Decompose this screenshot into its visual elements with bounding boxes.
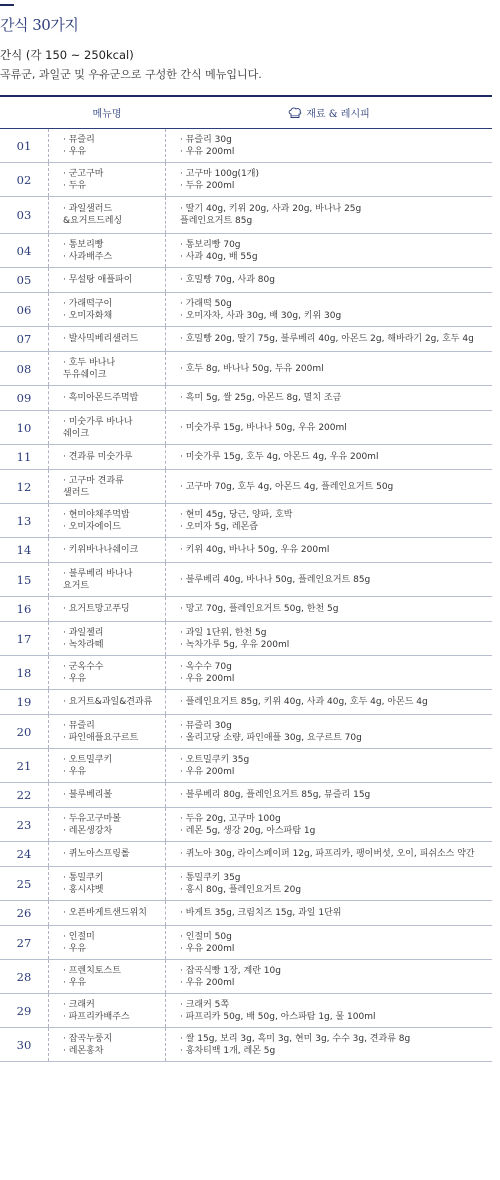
header-ingredients bbox=[166, 105, 492, 120]
table-row bbox=[0, 808, 492, 842]
ingredients-cell bbox=[166, 749, 492, 782]
menu-cell bbox=[48, 867, 166, 900]
table-row bbox=[0, 926, 492, 960]
menu-item: · 요거트망고푸딩 bbox=[63, 604, 130, 614]
page-title: 간식 30가지 bbox=[0, 16, 79, 34]
menu-item: · 과일젤리 bbox=[63, 627, 104, 638]
menu-item: · 우유 bbox=[63, 943, 87, 954]
menu-cell bbox=[48, 327, 166, 351]
ingredients-cell bbox=[166, 386, 492, 410]
menu-item: · 우유 bbox=[63, 673, 87, 684]
row-number: 10 bbox=[16, 420, 32, 435]
menu-item: · 블루베리볼 bbox=[63, 790, 113, 800]
table-row bbox=[0, 504, 492, 538]
ingredient-line: · 딸기 40g, 키위 20g, 사과 20g, 바나나 25g bbox=[180, 204, 362, 214]
table-row bbox=[0, 268, 492, 293]
menu-cell bbox=[48, 538, 166, 562]
row-number: 05 bbox=[16, 273, 32, 287]
table-row bbox=[0, 163, 492, 197]
menu-item: · 파인애플요구르트 bbox=[63, 732, 139, 743]
ingredient-line: · 두유 20g, 고구마 100g bbox=[180, 813, 281, 824]
menu-cell bbox=[48, 715, 166, 748]
menu-item: · 뮤즐리 bbox=[63, 134, 95, 145]
menu-item: · 오미자에이드 bbox=[63, 521, 121, 532]
menu-item: · 블루베리 바나나 bbox=[63, 568, 133, 579]
ingredients-cell bbox=[166, 268, 492, 292]
menu-item: · 레몬홍차 bbox=[63, 1045, 104, 1056]
row-number: 17 bbox=[16, 631, 32, 646]
ingredient-line: · 사과 40g, 배 55g bbox=[180, 251, 258, 262]
menu-item: · 인절미 bbox=[63, 931, 95, 942]
menu-item: · 고구마 견과류 bbox=[63, 475, 124, 486]
ingredient-line: · 홍시 80g, 플레인요거트 20g bbox=[180, 884, 302, 895]
row-number: 30 bbox=[16, 1037, 32, 1052]
menu-item: 요거트 bbox=[63, 580, 90, 591]
table-row bbox=[0, 411, 492, 445]
ingredients-cell bbox=[166, 926, 492, 959]
ingredient-line: · 홍차티백 1개, 레몬 5g bbox=[180, 1045, 276, 1056]
menu-item: · 과일샐러드 bbox=[63, 204, 113, 214]
menu-cell bbox=[48, 445, 166, 469]
table-row bbox=[0, 327, 492, 352]
menu-item: · 미숫가루 바나나 bbox=[63, 416, 133, 427]
ingredients-cell bbox=[166, 197, 492, 233]
table-row bbox=[0, 622, 492, 656]
menu-item: · 무설탕 애플파이 bbox=[63, 275, 133, 285]
menu-cell bbox=[48, 656, 166, 689]
menu-item: · 홍시샤벳 bbox=[63, 884, 104, 895]
table-row bbox=[0, 783, 492, 808]
ingredients-cell bbox=[166, 656, 492, 689]
row-number: 25 bbox=[16, 876, 32, 891]
ingredients-cell bbox=[166, 563, 492, 596]
menu-cell bbox=[48, 690, 166, 714]
ingredient-line: · 과일 1단위, 한천 5g bbox=[180, 627, 267, 638]
table-row bbox=[0, 352, 492, 386]
ingredients-cell bbox=[166, 842, 492, 866]
table-row bbox=[0, 901, 492, 926]
menu-cell bbox=[48, 352, 166, 385]
menu-item: · 레몬생강차 bbox=[63, 825, 113, 836]
menu-item: · 발사믹베리샐러드 bbox=[63, 334, 139, 344]
row-number: 21 bbox=[16, 758, 32, 773]
row-number: 11 bbox=[16, 450, 32, 464]
row-number: 08 bbox=[16, 361, 32, 376]
ingredient-line: · 현미 45g, 당근, 양파, 호박 bbox=[180, 509, 293, 520]
table-row bbox=[0, 842, 492, 867]
row-number: 24 bbox=[16, 847, 32, 861]
ingredient-line: · 호밀빵 20g, 딸기 75g, 블루베리 40g, 아몬드 2g, 해바라기 2g, 호두 4g bbox=[180, 334, 474, 344]
table-row bbox=[0, 445, 492, 470]
ingredients-cell bbox=[166, 808, 492, 841]
menu-item: · 우유 bbox=[63, 146, 87, 157]
row-number: 13 bbox=[16, 513, 32, 528]
ingredient-line: · 뮤즐리 30g bbox=[180, 134, 232, 145]
ingredients-cell bbox=[166, 622, 492, 655]
menu-item: · 사과배주스 bbox=[63, 251, 113, 262]
table-row bbox=[0, 197, 492, 234]
menu-cell bbox=[48, 1028, 166, 1061]
row-number: 27 bbox=[16, 935, 32, 950]
table-row bbox=[0, 715, 492, 749]
row-number: 16 bbox=[16, 602, 32, 616]
row-number: 14 bbox=[16, 543, 32, 557]
menu-item: · 키위바나나쉐이크 bbox=[63, 545, 139, 555]
ingredient-line: · 호두 8g, 바나나 50g, 두유 200ml bbox=[180, 363, 324, 374]
menu-cell bbox=[48, 197, 166, 233]
menu-cell bbox=[48, 268, 166, 292]
ingredients-cell bbox=[166, 538, 492, 562]
row-number: 18 bbox=[16, 665, 32, 680]
menu-item: · 우유 bbox=[63, 977, 87, 988]
ingredients-cell bbox=[166, 445, 492, 469]
snack-table bbox=[0, 95, 492, 1062]
menu-item: · 통밀쿠키 bbox=[63, 872, 104, 883]
row-number: 19 bbox=[16, 695, 32, 709]
menu-cell bbox=[48, 960, 166, 993]
row-number: 02 bbox=[16, 172, 32, 187]
row-number: 15 bbox=[16, 572, 32, 587]
ingredients-cell bbox=[166, 867, 492, 900]
ingredients-cell bbox=[166, 597, 492, 621]
ingredient-line: · 고구마 100g(1개) bbox=[180, 168, 259, 179]
ingredient-line: · 호밀빵 70g, 사과 80g bbox=[180, 275, 275, 285]
menu-cell bbox=[48, 563, 166, 596]
table-row bbox=[0, 470, 492, 504]
menu-item: · 잡곡누룽지 bbox=[63, 1033, 113, 1044]
menu-cell bbox=[48, 783, 166, 807]
ingredients-cell bbox=[166, 960, 492, 993]
ingredient-line: · 바게트 35g, 크림치즈 15g, 과일 1단위 bbox=[180, 908, 342, 918]
table-row bbox=[0, 563, 492, 597]
row-number: 20 bbox=[16, 724, 32, 739]
menu-cell bbox=[48, 622, 166, 655]
table-body bbox=[0, 129, 492, 1062]
ingredient-line: · 고구마 70g, 호두 4g, 아몬드 4g, 플레인요거트 50g bbox=[180, 481, 394, 492]
ingredient-line: · 인절미 50g bbox=[180, 931, 232, 942]
table-row bbox=[0, 386, 492, 411]
table-row bbox=[0, 690, 492, 715]
ingredient-line: · 블루베리 80g, 플레인요거트 85g, 뮤즐리 15g bbox=[180, 790, 371, 800]
header-ingredients-label: 재료 & 레시피 bbox=[306, 109, 370, 120]
ingredient-line: · 망고 70g, 플레인요거트 50g, 한천 5g bbox=[180, 604, 339, 614]
table-row bbox=[0, 234, 492, 268]
menu-cell bbox=[48, 504, 166, 537]
menu-cell bbox=[48, 901, 166, 925]
menu-item: · 두유 bbox=[63, 180, 87, 191]
ingredients-cell bbox=[166, 163, 492, 196]
menu-item: · 녹차라떼 bbox=[63, 639, 104, 650]
menu-item: · 요거트&과일&견과류 bbox=[63, 697, 153, 707]
ingredient-line: · 통밀쿠키 35g bbox=[180, 872, 241, 883]
ingredient-line: · 오트밀쿠키 35g bbox=[180, 754, 250, 765]
menu-item: · 가래떡구이 bbox=[63, 298, 113, 309]
table-row bbox=[0, 129, 492, 163]
ingredient-line: 플레인요거트 85g bbox=[180, 216, 253, 226]
menu-item: · 현미야채주먹밥 bbox=[63, 509, 130, 520]
table-row bbox=[0, 597, 492, 622]
ingredient-line: · 블루베리 40g, 바나나 50g, 플레인요거트 85g bbox=[180, 574, 371, 585]
menu-item: · 프렌치토스트 bbox=[63, 965, 121, 976]
menu-cell bbox=[48, 163, 166, 196]
table-row bbox=[0, 293, 492, 327]
ingredient-line: · 우유 200ml bbox=[180, 673, 235, 684]
menu-item: · 우유 bbox=[63, 766, 87, 777]
chef-hat-icon bbox=[288, 107, 302, 119]
ingredient-line: · 우유 200ml bbox=[180, 943, 235, 954]
section-subtitle: 간식 (각 150 ~ 250kcal) bbox=[0, 48, 134, 62]
menu-item: &요거트드레싱 bbox=[63, 216, 123, 226]
ingredient-line: · 오미자 5g, 레몬즙 bbox=[180, 521, 258, 532]
ingredient-line: · 뮤즐리 30g bbox=[180, 720, 232, 731]
ingredient-line: · 파프리카 50g, 배 50g, 아스파탐 1g, 물 100ml bbox=[180, 1011, 376, 1022]
ingredients-cell bbox=[166, 690, 492, 714]
ingredients-cell bbox=[166, 715, 492, 748]
ingredient-line: · 우유 200ml bbox=[180, 766, 235, 777]
row-number: 23 bbox=[16, 817, 32, 832]
row-number: 22 bbox=[16, 788, 32, 802]
row-number: 03 bbox=[16, 208, 32, 222]
table-row bbox=[0, 749, 492, 783]
section-description: 곡류군, 과일군 및 우유군으로 구성한 간식 메뉴입니다. bbox=[0, 68, 262, 81]
ingredients-cell bbox=[166, 234, 492, 267]
ingredient-line: · 가래떡 50g bbox=[180, 298, 232, 309]
ingredient-line: · 레몬 5g, 생강 20g, 아스파탐 1g bbox=[180, 825, 316, 836]
ingredient-line: · 우유 200ml bbox=[180, 977, 235, 988]
menu-cell bbox=[48, 293, 166, 326]
ingredients-cell bbox=[166, 411, 492, 444]
menu-cell bbox=[48, 808, 166, 841]
menu-cell bbox=[48, 129, 166, 162]
ingredient-line: · 키위 40g, 바나나 50g, 우유 200ml bbox=[180, 545, 330, 555]
row-number: 28 bbox=[16, 969, 32, 984]
row-number: 06 bbox=[16, 302, 32, 317]
table-row bbox=[0, 1028, 492, 1062]
ingredient-line: · 두유 200ml bbox=[180, 180, 235, 191]
menu-item: · 군옥수수 bbox=[63, 661, 104, 672]
menu-item: · 견과류 미숫가루 bbox=[63, 452, 133, 462]
menu-cell bbox=[48, 411, 166, 444]
ingredients-cell bbox=[166, 293, 492, 326]
row-number: 07 bbox=[16, 332, 32, 346]
menu-item: · 군고구마 bbox=[63, 168, 104, 179]
ingredient-line: · 크래커 5쪽 bbox=[180, 999, 230, 1010]
menu-item: · 뮤즐리 bbox=[63, 720, 95, 731]
menu-cell bbox=[48, 597, 166, 621]
ingredient-line: · 미숫가루 15g, 호두 4g, 아몬드 4g, 우유 200ml bbox=[180, 452, 379, 462]
ingredient-line: · 옥수수 70g bbox=[180, 661, 232, 672]
ingredients-cell bbox=[166, 504, 492, 537]
row-number: 26 bbox=[16, 906, 32, 920]
ingredients-cell bbox=[166, 994, 492, 1027]
menu-cell bbox=[48, 994, 166, 1027]
table-row bbox=[0, 538, 492, 563]
table-row bbox=[0, 960, 492, 994]
menu-item: · 호두 바나나 bbox=[63, 357, 116, 368]
ingredient-line: · 퀴노아 30g, 라이스페이퍼 12g, 파프리카, 팽이버섯, 오이, 피쉬소스 약간 bbox=[180, 849, 475, 859]
ingredient-line: · 우유 200ml bbox=[180, 146, 235, 157]
menu-item: · 흑미아몬드주먹밥 bbox=[63, 393, 139, 403]
ingredients-cell bbox=[166, 901, 492, 925]
menu-item: · 크래커 bbox=[63, 999, 95, 1010]
menu-item: 샐러드 bbox=[63, 487, 90, 498]
row-number: 29 bbox=[16, 1003, 32, 1018]
ingredient-line: · 플레인요거트 85g, 키위 40g, 사과 40g, 호두 4g, 아몬드 4g bbox=[180, 697, 428, 707]
menu-cell bbox=[48, 842, 166, 866]
menu-item: · 퀴노아스프링롤 bbox=[63, 849, 130, 859]
menu-item: · 오미자화채 bbox=[63, 310, 113, 321]
table-row bbox=[0, 656, 492, 690]
row-number: 12 bbox=[16, 479, 32, 494]
menu-item: 두유쉐이크 bbox=[63, 369, 107, 380]
ingredients-cell bbox=[166, 1028, 492, 1061]
menu-cell bbox=[48, 926, 166, 959]
menu-cell bbox=[48, 234, 166, 267]
ingredient-line: · 올리고당 소량, 파인애플 30g, 요구르트 70g bbox=[180, 732, 362, 743]
ingredients-cell bbox=[166, 783, 492, 807]
menu-cell bbox=[48, 749, 166, 782]
ingredient-line: · 녹차가루 5g, 우유 200ml bbox=[180, 639, 290, 650]
menu-item: 쉐이크 bbox=[63, 428, 90, 439]
menu-item: · 오트밀쿠키 bbox=[63, 754, 113, 765]
header-menu: 메뉴명 bbox=[92, 109, 122, 120]
menu-cell bbox=[48, 386, 166, 410]
ingredient-line: · 흑미 5g, 쌀 25g, 아몬드 8g, 멸치 조금 bbox=[180, 393, 342, 403]
ingredient-line: · 잡곡식빵 1장, 계란 10g bbox=[180, 965, 281, 976]
menu-item: · 두유고구마볼 bbox=[63, 813, 121, 824]
ingredients-cell bbox=[166, 470, 492, 503]
table-row bbox=[0, 994, 492, 1028]
ingredient-line: · 오미자차, 사과 30g, 배 30g, 키위 30g bbox=[180, 310, 342, 321]
table-row bbox=[0, 867, 492, 901]
menu-item: · 파프리카배주스 bbox=[63, 1011, 130, 1022]
ingredient-line: · 미숫가루 15g, 바나나 50g, 우유 200ml bbox=[180, 422, 347, 433]
ingredients-cell bbox=[166, 129, 492, 162]
row-number: 04 bbox=[16, 243, 32, 258]
menu-item: · 통보리빵 bbox=[63, 239, 104, 250]
menu-item: · 오픈바게트샌드위치 bbox=[63, 908, 147, 918]
ingredient-line: · 통보리빵 70g bbox=[180, 239, 241, 250]
menu-cell bbox=[48, 470, 166, 503]
ingredient-line: · 쌀 15g, 보리 3g, 흑미 3g, 현미 3g, 수수 3g, 견과류 8g bbox=[180, 1033, 411, 1044]
top-accent-bar bbox=[0, 4, 14, 6]
row-number: 01 bbox=[16, 138, 32, 153]
ingredients-cell bbox=[166, 327, 492, 351]
row-number: 09 bbox=[16, 391, 32, 405]
table-header bbox=[0, 97, 492, 129]
ingredients-cell bbox=[166, 352, 492, 385]
